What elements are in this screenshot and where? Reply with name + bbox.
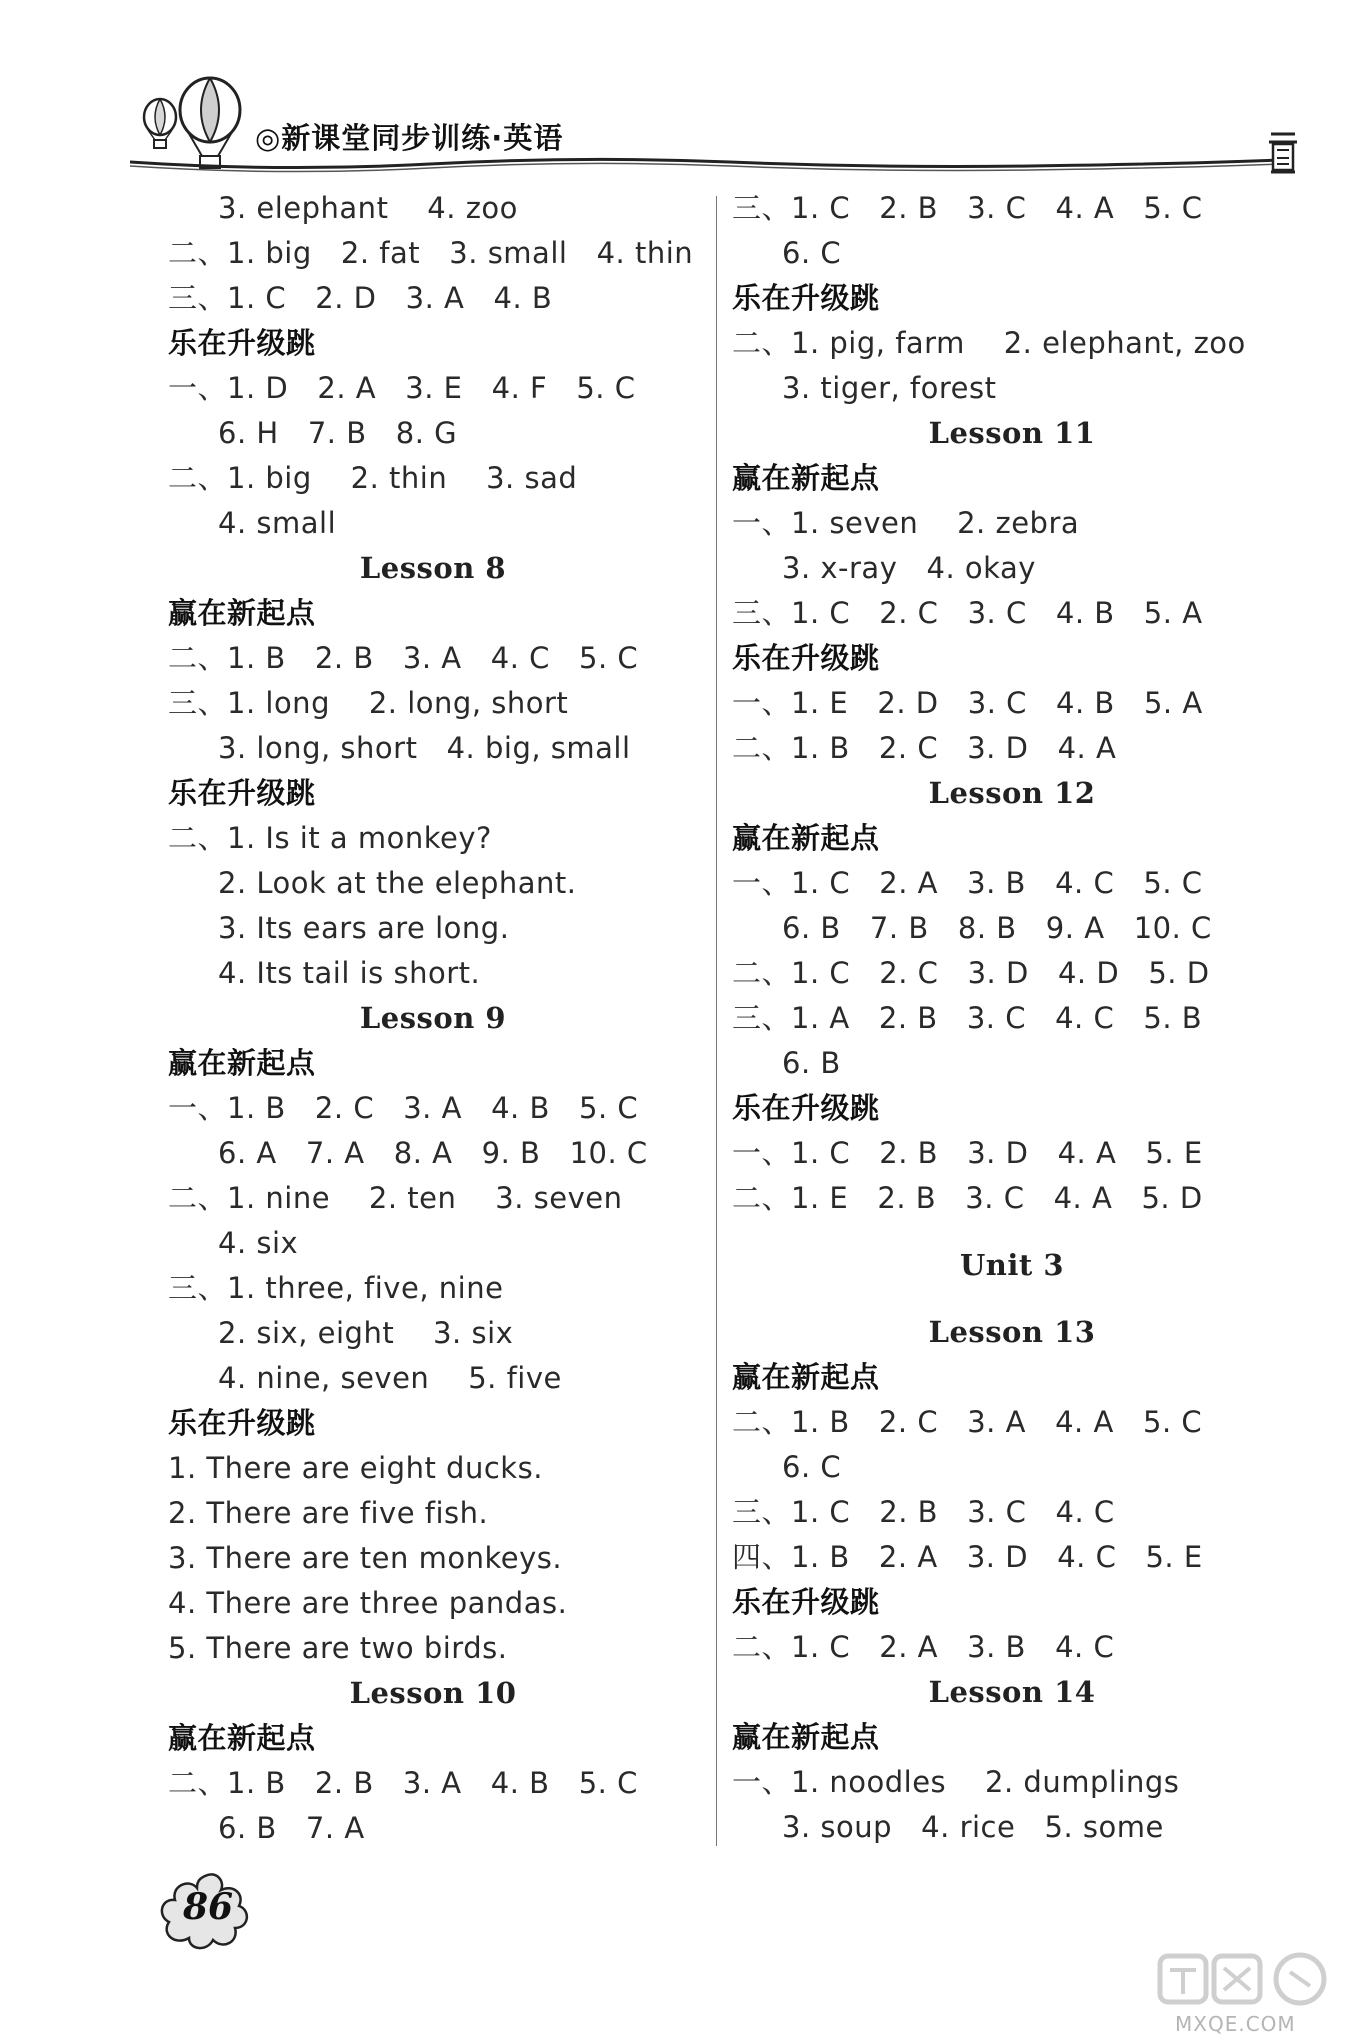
answer-line: 一、1. noodles 2. dumplings bbox=[732, 1765, 1180, 1799]
answer-line: 4. six bbox=[218, 1226, 299, 1260]
answer-line: 二、1. B 2. C 3. D 4. A bbox=[732, 731, 1117, 765]
answer-line: 一、1. C 2. B 3. D 4. A 5. E bbox=[732, 1136, 1203, 1170]
answer-line: 4. nine, seven 5. five bbox=[218, 1361, 562, 1395]
lesson-heading: Lesson 13 bbox=[928, 1315, 1096, 1349]
answer-line: 三、1. C 2. B 3. C 4. A 5. C bbox=[732, 191, 1203, 225]
answer-line: 三、1. three, five, nine bbox=[168, 1271, 504, 1305]
answer-line: 一、1. D 2. A 3. E 4. F 5. C bbox=[168, 371, 636, 405]
section-heading: 乐在升级跳 bbox=[168, 776, 316, 810]
answer-line: 2. Look at the elephant. bbox=[218, 866, 577, 900]
section-heading: 赢在新起点 bbox=[732, 1360, 880, 1394]
column-divider bbox=[716, 196, 717, 1846]
answer-line: 三、1. A 2. B 3. C 4. C 5. B bbox=[732, 1001, 1203, 1035]
answer-line: 2. six, eight 3. six bbox=[218, 1316, 514, 1350]
answer-line: 3. soup 4. rice 5. some bbox=[782, 1810, 1164, 1844]
lesson-heading: Lesson 10 bbox=[349, 1676, 517, 1710]
answer-line: 二、1. C 2. C 3. D 4. D 5. D bbox=[732, 956, 1210, 990]
answer-line: 6. B 7. B 8. B 9. A 10. C bbox=[782, 911, 1212, 945]
answer-line: 4. Its tail is short. bbox=[218, 956, 481, 990]
lantern-icon bbox=[1265, 128, 1301, 178]
answer-line: 二、1. C 2. A 3. B 4. C bbox=[732, 1630, 1115, 1664]
answer-line: 三、1. C 2. D 3. A 4. B bbox=[168, 281, 553, 315]
lesson-heading: Lesson 12 bbox=[928, 776, 1096, 810]
answer-line: 二、1. B 2. B 3. A 4. C 5. C bbox=[168, 641, 639, 675]
answer-line: 二、1. big 2. fat 3. small 4. thin bbox=[168, 236, 694, 270]
answer-line: 二、1. pig, farm 2. elephant, zoo bbox=[732, 326, 1246, 360]
answer-line: 3. tiger, forest bbox=[782, 371, 997, 405]
answer-line: 一、1. E 2. D 3. C 4. B 5. A bbox=[732, 686, 1203, 720]
answer-line: 3. There are ten monkeys. bbox=[168, 1541, 563, 1575]
lesson-heading: Lesson 8 bbox=[359, 551, 507, 585]
answer-line: 6. B bbox=[782, 1046, 841, 1080]
answer-line: 二、1. Is it a monkey? bbox=[168, 821, 492, 855]
book-title: ◎新课堂同步训练·英语 bbox=[255, 121, 564, 155]
answer-line: 3. long, short 4. big, small bbox=[218, 731, 631, 765]
answer-line: 一、1. C 2. A 3. B 4. C 5. C bbox=[732, 866, 1203, 900]
answer-line: 二、1. B 2. C 3. A 4. A 5. C bbox=[732, 1405, 1203, 1439]
answer-line: 四、1. B 2. A 3. D 4. C 5. E bbox=[732, 1540, 1203, 1574]
answer-line: 3. Its ears are long. bbox=[218, 911, 510, 945]
section-heading: 乐在升级跳 bbox=[168, 326, 316, 360]
answer-line: 3. elephant 4. zoo bbox=[218, 191, 518, 225]
lesson-heading: Lesson 11 bbox=[928, 416, 1096, 450]
answer-line: 三、1. long 2. long, short bbox=[168, 686, 569, 720]
answer-line: 一、1. B 2. C 3. A 4. B 5. C bbox=[168, 1091, 639, 1125]
section-heading: 赢在新起点 bbox=[732, 461, 880, 495]
section-heading: 赢在新起点 bbox=[168, 1721, 316, 1755]
page-number: 86 bbox=[183, 1886, 234, 1928]
answer-line: 2. There are five fish. bbox=[168, 1496, 489, 1530]
answer-line: 4. There are three pandas. bbox=[168, 1586, 568, 1620]
answer-line: 6. A 7. A 8. A 9. B 10. C bbox=[218, 1136, 648, 1170]
section-heading: 乐在升级跳 bbox=[732, 1585, 880, 1619]
answer-line: 一、1. seven 2. zebra bbox=[732, 506, 1080, 540]
section-heading: 赢在新起点 bbox=[732, 1720, 880, 1754]
section-heading: 赢在新起点 bbox=[168, 596, 316, 630]
page-header bbox=[0, 0, 1354, 190]
answer-line: 6. C bbox=[782, 1450, 842, 1484]
answer-line: 三、1. C 2. B 3. C 4. C bbox=[732, 1495, 1115, 1529]
answer-line: 二、1. big 2. thin 3. sad bbox=[168, 461, 578, 495]
lesson-heading: Unit 3 bbox=[959, 1248, 1065, 1282]
answers-right-column bbox=[732, 186, 1292, 1850]
answer-line: 6. H 7. B 8. G bbox=[218, 416, 458, 450]
section-heading: 乐在升级跳 bbox=[732, 1091, 880, 1125]
section-heading: 赢在新起点 bbox=[732, 821, 880, 855]
spacer bbox=[732, 1221, 1292, 1243]
section-heading: 乐在升级跳 bbox=[732, 281, 880, 315]
spacer bbox=[732, 1288, 1292, 1310]
answer-line: 4. small bbox=[218, 506, 337, 540]
lesson-heading: Lesson 9 bbox=[359, 1001, 507, 1035]
answers-left-column bbox=[168, 186, 698, 1851]
answer-line: 二、1. E 2. B 3. C 4. A 5. D bbox=[732, 1181, 1203, 1215]
watermark-url: MXQE.COM bbox=[1175, 2012, 1296, 2036]
answer-line: 6. C bbox=[782, 236, 842, 270]
answer-line: 5. There are two birds. bbox=[168, 1631, 508, 1665]
section-heading: 赢在新起点 bbox=[168, 1046, 316, 1080]
answer-line: 二、1. B 2. B 3. A 4. B 5. C bbox=[168, 1766, 638, 1800]
header-rope-line bbox=[130, 150, 1280, 190]
answer-line: 三、1. C 2. C 3. C 4. B 5. A bbox=[732, 596, 1203, 630]
answer-line: 3. x-ray 4. okay bbox=[782, 551, 1036, 585]
answer-line: 1. There are eight ducks. bbox=[168, 1451, 543, 1485]
section-heading: 乐在升级跳 bbox=[168, 1406, 316, 1440]
answer-line: 二、1. nine 2. ten 3. seven bbox=[168, 1181, 623, 1215]
answer-line: 6. B 7. A bbox=[218, 1811, 365, 1845]
section-heading: 乐在升级跳 bbox=[732, 641, 880, 675]
lesson-heading: Lesson 14 bbox=[928, 1675, 1096, 1709]
